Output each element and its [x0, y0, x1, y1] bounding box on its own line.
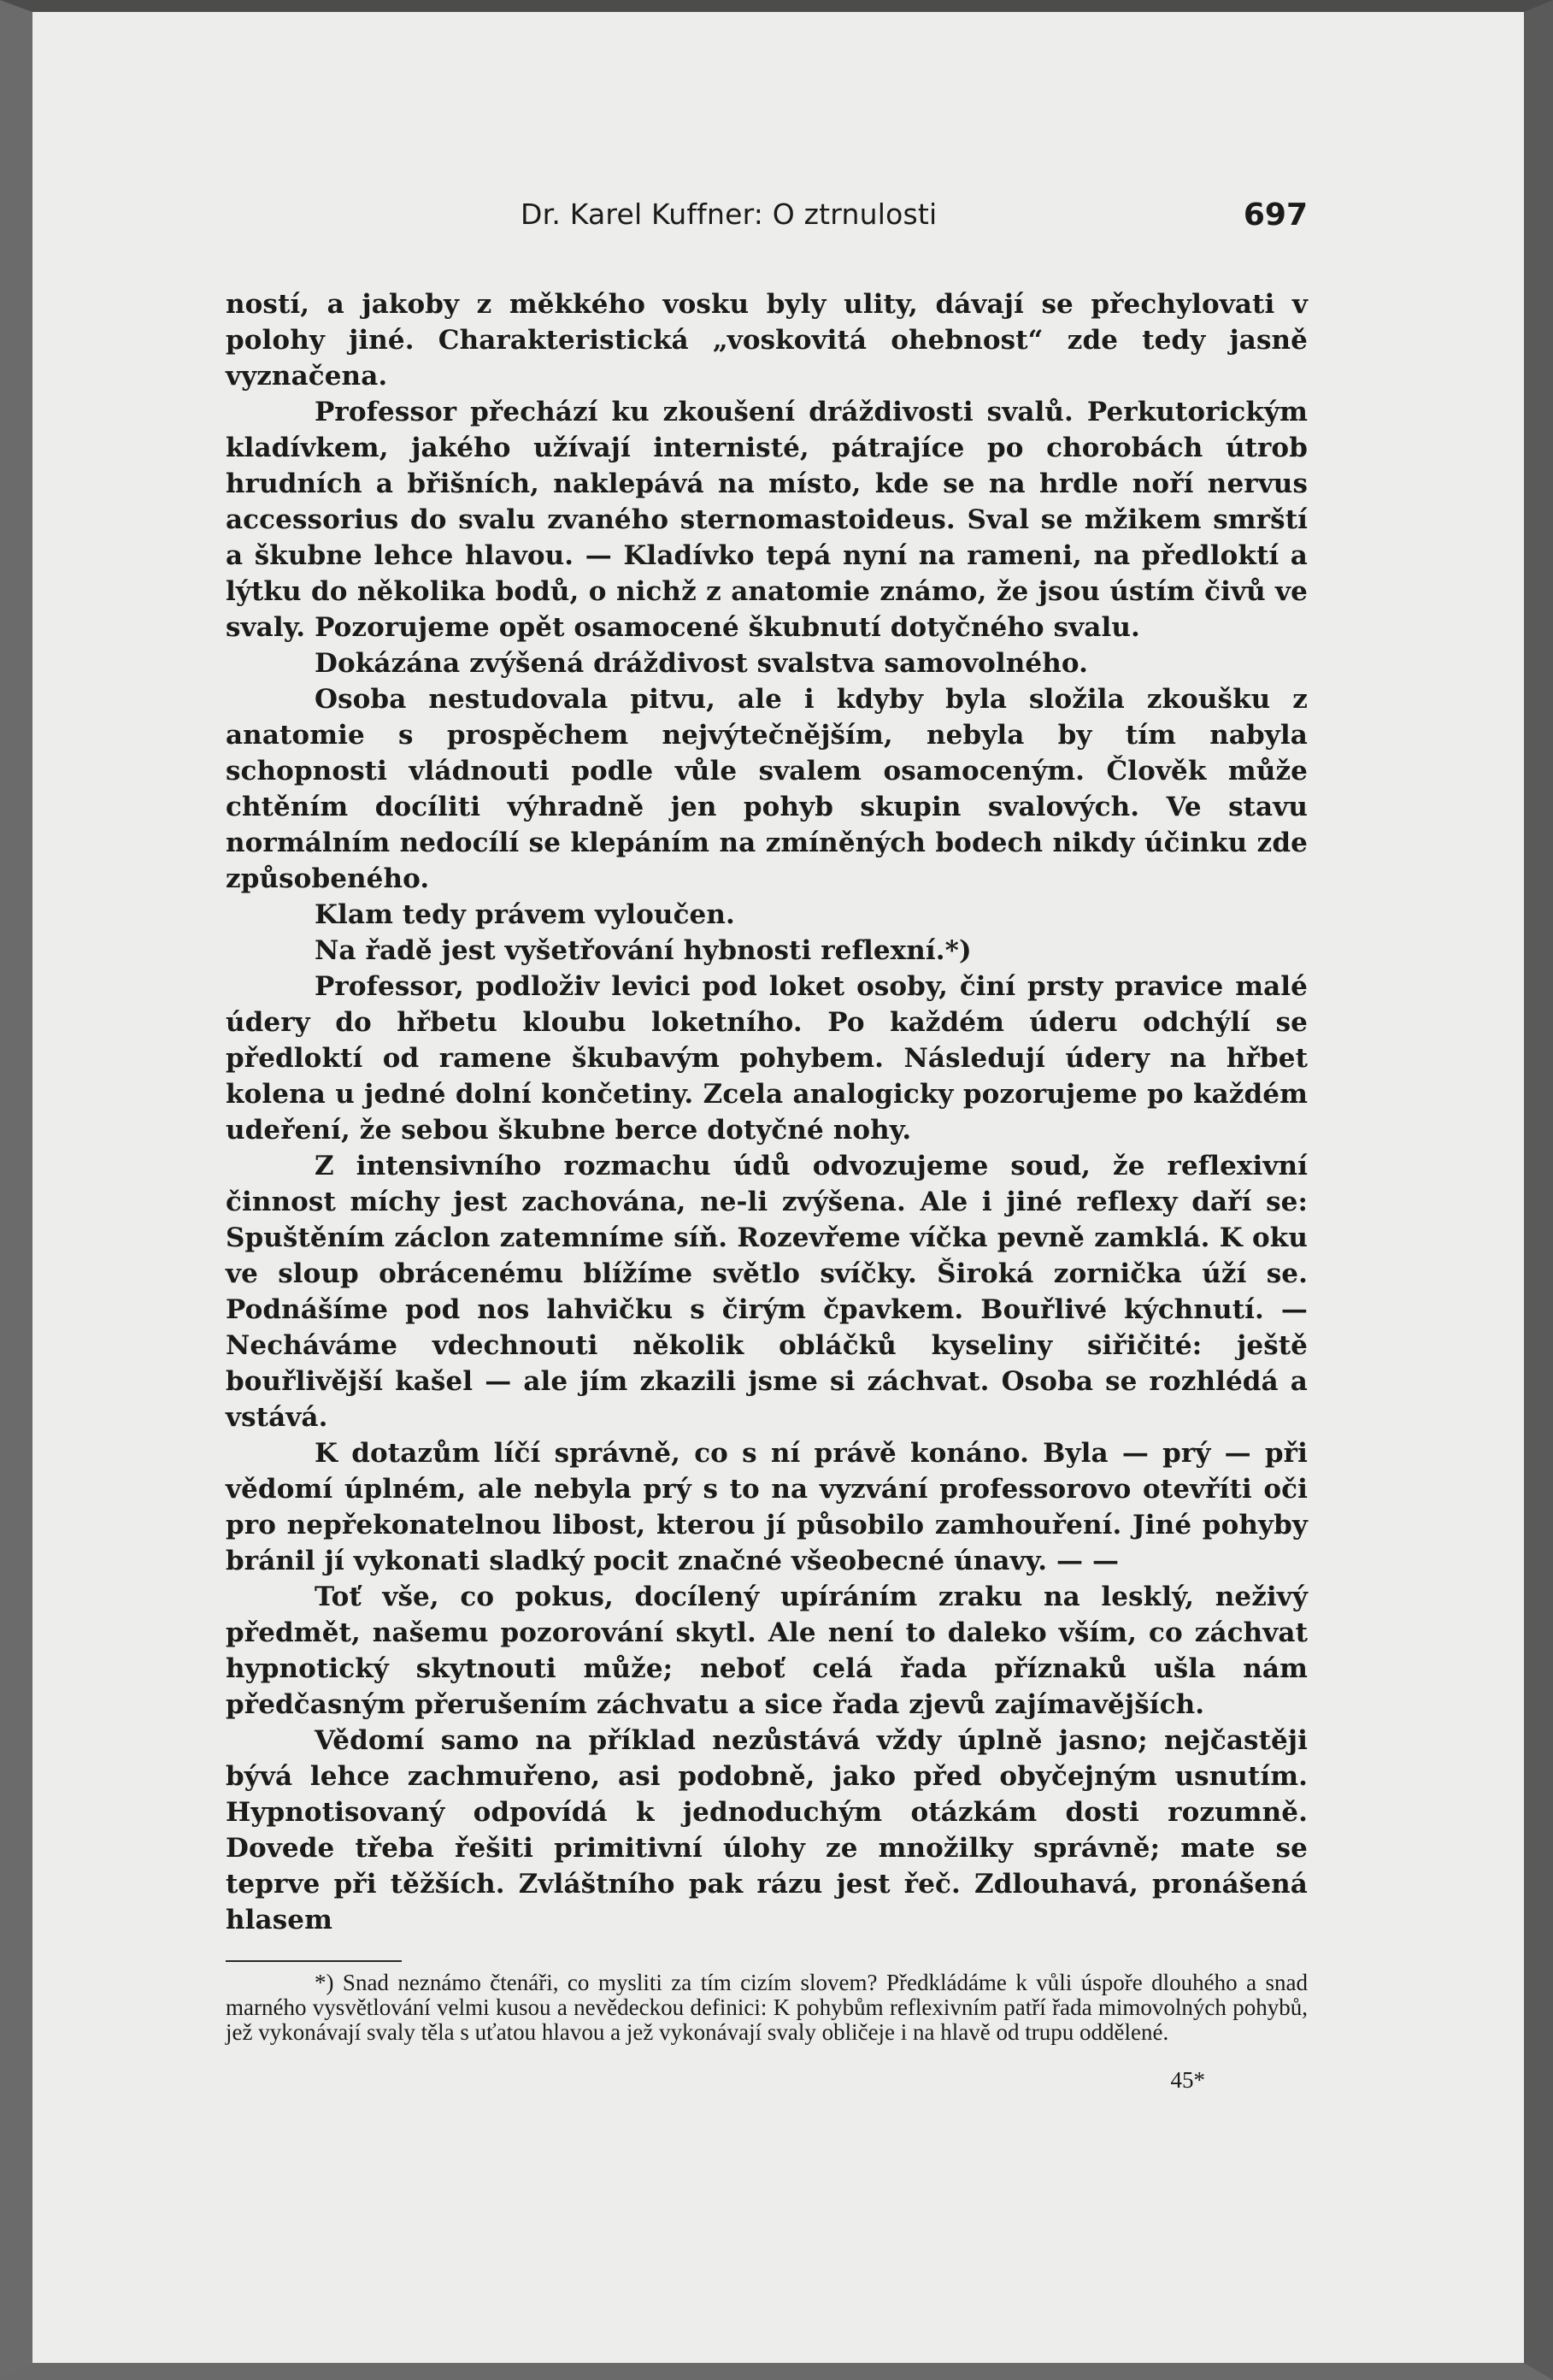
paragraph-3: Osoba nestudovala pitvu, ale i kdyby byla složila zkoušku z anatomie s prospěchem nejvýtečnějším, nebyla by tím nabyla schopnosti vládnouti podle vůle svalem osamoceným. Člověk může chtěním docíliti výhradně jen pohyb skupin svalových. Ve stavu normálním nedocílí se klepáním na zmíněných bodech nikdy účinku zde způsobeného.: [226, 684, 1308, 894]
body-text: [226, 286, 1308, 1938]
paragraph-8: K dotazům líčí správně, co s ní právě konáno. Byla — prý — při vědomí úplném, ale nebyla prý s to na vyzvání professorovo otevříti oči pro nepřekonatelnou libost, kterou jí působilo zamhouření. Jiné pohyby bránil jí vykonati sladký pocit značné všeobecné únavy. — —: [226, 1438, 1308, 1576]
page-number: 697: [1243, 197, 1308, 233]
running-header: [226, 192, 1308, 244]
printer-signature: 45*: [1170, 2067, 1205, 2093]
paragraph-4: Klam tedy právem vyloučen.: [315, 899, 735, 930]
paragraph-5: Na řadě jest vyšetřování hybnosti reflexní.*): [315, 935, 972, 966]
running-title: Dr. Karel Kuffner: O ztrnulosti: [521, 197, 938, 231]
paragraph-10: Vědomí samo na příklad nezůstává vždy úplně jasno; nejčastěji bývá lehce zachmuřeno, asi podobně, jako před obyčejným usnutím. Hypnotisovaný odpovídá k jednoduchým otázkám dosti rozumně. Dovede třeba řešiti primitivní úlohy ze množilky správně; mate se teprve při těžších. Zvláštního pak rázu jest řeč. Zdlouhavá, pronášená hlasem: [226, 1725, 1308, 1935]
paragraph-9: Toť vše, co pokus, docílený upíráním zraku na lesklý, neživý předmět, našemu pozorování skytl. Ale není to daleko vším, co záchvat hypnotický skytnouti může; neboť celá řada příznaků ušla nám předčasným přerušením záchvatu a sice řada zjevů zajímavějších.: [226, 1582, 1308, 1720]
paragraph-2: Dokázána zvýšená dráždivost svalstva samovolného.: [315, 648, 1088, 679]
document-page: [226, 192, 1308, 2094]
paragraph-6: Professor, podloživ levici pod loket osoby, činí prsty pravice malé údery do hřbetu kloubu loketního. Po každém úderu odchýlí se předloktí od ramene škubavým pohybem. Následují údery na hřbet kolena u jedné dolní končetiny. Zcela analogicky pozorujeme po každém udeření, že sebou škubne berce dotyčné nohy.: [226, 971, 1308, 1146]
footnote-divider: [226, 1960, 402, 1962]
paragraph-7: Z intensivního rozmachu údů odvozujeme soud, že reflexivní činnost míchy jest zachována, ne-li zvýšena. Ale i jiné reflexy daří se: Spuštěním záclon zatemníme síň. Rozevřeme víčka pevně zamklá. K oku ve sloup obrácenému blížíme světlo svíčky. Široká zornička úží se. Podnášíme pod nos lahvičku s čirým čpavkem. Bouřlivé kýchnutí. — Necháváme vdechnouti několik obláčků kyseliny siřičité: ještě bouřlivější kašel — ale jím zkazili jsme si záchvat. Osoba se rozhlédá a vstává.: [226, 1151, 1308, 1433]
paragraph-1: Professor přechází ku zkoušení dráždivosti svalů. Perkutorickým kladívkem, jakého užívají internisté, pátrajíce po chorobách útrob hrudních a břišních, naklepává na místo, kde se na hrdle noří nervus accessorius do svalu zvaného sternomastoideus. Sval se mžikem smrští a škubne lehce hlavou. — Kladívko tepá nyní na rameni, na předloktí a lýtku do několika bodů, o nichž z anatomie známo, že jsou ústím čivů ve svaly. Pozorujeme opět osamocené škubnutí dotyčného svalu.: [226, 397, 1308, 643]
footnote: *) Snad neznámo čtenáři, co mysliti za tím cizím slovem? Předkládáme k vůli úspoře dlouhého a snad marného vysvětlování velmi kusou a nevědeckou definici: K pohybům reflexivním patří řada mimovolných pohybů, jež vykonávají svaly těla s uťatou hlavou a jež vykonávají svaly obličeje i na hlavě od trupu oddělené.: [226, 1970, 1308, 2045]
paragraph-0: ností, a jakoby z měkkého vosku byly ulity, dávají se přechylovati v polohy jiné. Charakteristická „voskovitá ohebnost“ zde tedy jasně vyznačena.: [226, 289, 1308, 392]
